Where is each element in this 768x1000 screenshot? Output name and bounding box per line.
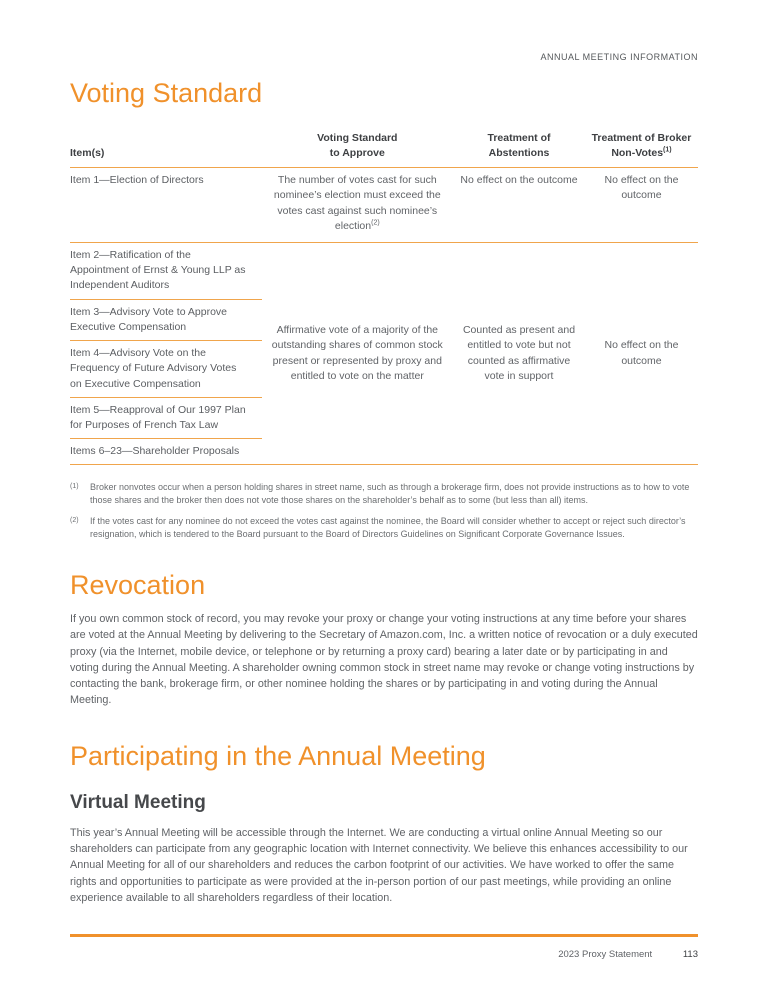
footnote-2 <box>70 515 698 541</box>
column-header-items: Item(s) <box>70 131 262 168</box>
items-6-23-cell: Items 6–23—Shareholder Proposals <box>70 439 262 465</box>
column-header-abstentions-label: Treatment of Abstentions <box>487 131 551 159</box>
column-header-voting-standard-label: Voting Standard to Approve <box>317 131 398 159</box>
section-title-revocation: Revocation <box>70 569 206 600</box>
item-5-cell: Item 5—Reapproval of Our 1997 Plan for Purposes of French Tax Law <box>70 397 262 438</box>
footnotes <box>70 481 698 540</box>
column-header-abstentions <box>453 131 585 168</box>
broker-header-text: Treatment of Broker Non-Votes <box>591 131 692 159</box>
table-row-item-2 <box>70 243 698 300</box>
virtual-meeting-paragraph: This year’s Annual Meeting will be accessible through the Internet. We are conducting a virtual online Annual Meeting so our shareholders can participate from any geographic location with Internet connectivity. We believe this enhances accessibility to our Annual Meeting for all of our shareholders and reduces the carbon footprint of our activities. We have worked to offer the same rights and opportunities to participate as were provided at the in-person portion of our past meetings, while providing an online experience available to all shareholders regardless of their location. <box>70 827 688 904</box>
footnote-2-text: If the votes cast for any nominee do not exceed the votes cast against the nominee, the Board will consider whether to accept or reject such director’s resignation, which is tendered to the Board pursuant to the Board of Directors Guidelines on Significant Corporate Governance Issues. <box>90 515 686 539</box>
item-1-cell: Item 1—Election of Directors <box>70 168 262 243</box>
item-4-cell: Item 4—Advisory Vote on the Frequency of Future Advisory Votes on Executive Compensation <box>70 341 262 398</box>
footer-rule <box>70 934 698 937</box>
table-row-item-1 <box>70 168 698 243</box>
revocation-paragraph: If you own common stock of record, you may revoke your proxy or change your voting instructions at any time before your shares are voted at the Annual Meeting by delivering to the Secretary of Amazon.com, Inc. a written notice of revocation or a duly executed proxy (via the Internet, mobile device, or telephone or by returning a proxy card) bearing a later date or by participating in and voting during the Annual Meeting. A shareholder owning common stock in street name may revoke or change voting instructions by contacting the bank, brokerage firm, or other nominee holding the shares or by participating in and voting during the Annual Meeting. <box>70 613 698 707</box>
grouped-abstentions-cell: Counted as present and entitled to vote but not counted as affirmative vote in support <box>453 243 585 465</box>
item-1-standard-cell <box>262 168 454 243</box>
footer-label: 2023 Proxy Statement <box>558 949 653 960</box>
grouped-broker-cell: No effect on the outcome <box>585 243 698 465</box>
running-header: ANNUAL MEETING INFORMATION <box>540 52 698 62</box>
page-number: 113 <box>682 949 698 960</box>
item-1-standard-text: The number of votes cast for such nominee’s election must exceed the votes cast against such nominee’s election <box>273 174 441 232</box>
footnote-1-text: Broker nonvotes occur when a person holding shares in street name, such as through a brokerage firm, does not provide instructions as to how to vote those shares and the broker then does not vote those shares on the shareholder’s behalf as to some (but less than all) items. <box>90 482 690 506</box>
table-header-row <box>70 131 698 168</box>
column-header-broker-nonvotes <box>585 131 698 168</box>
item-2-cell: Item 2—Ratification of the Appointment of Ernst & Young LLP as Independent Auditors <box>70 243 262 300</box>
page-footer <box>70 934 698 960</box>
voting-standard-table <box>70 131 698 466</box>
grouped-standard-cell: Affirmative vote of a majority of the outstanding shares of common stock present or represented by proxy and entitled to vote on the matter <box>262 243 454 465</box>
footer-text-line <box>70 949 698 960</box>
item-1-abstentions-cell: No effect on the outcome <box>453 168 585 243</box>
footnote-1-marker: (1) <box>70 483 79 491</box>
item-1-broker-cell: No effect on the outcome <box>585 168 698 243</box>
column-header-voting-standard <box>262 131 454 168</box>
footnote-2-marker: (2) <box>70 516 79 524</box>
footnote-1 <box>70 481 698 507</box>
subsection-title-virtual-meeting: Virtual Meeting <box>70 792 206 814</box>
item-3-cell: Item 3—Advisory Vote to Approve Executive Compensation <box>70 299 262 340</box>
section-title-voting-standard: Voting Standard <box>70 78 263 108</box>
footnote-ref-1: (1) <box>663 146 672 154</box>
section-title-participating: Participating in the Annual Meeting <box>70 741 486 772</box>
footnote-ref-2: (2) <box>371 219 380 227</box>
column-header-broker-nonvotes-label <box>585 131 698 161</box>
